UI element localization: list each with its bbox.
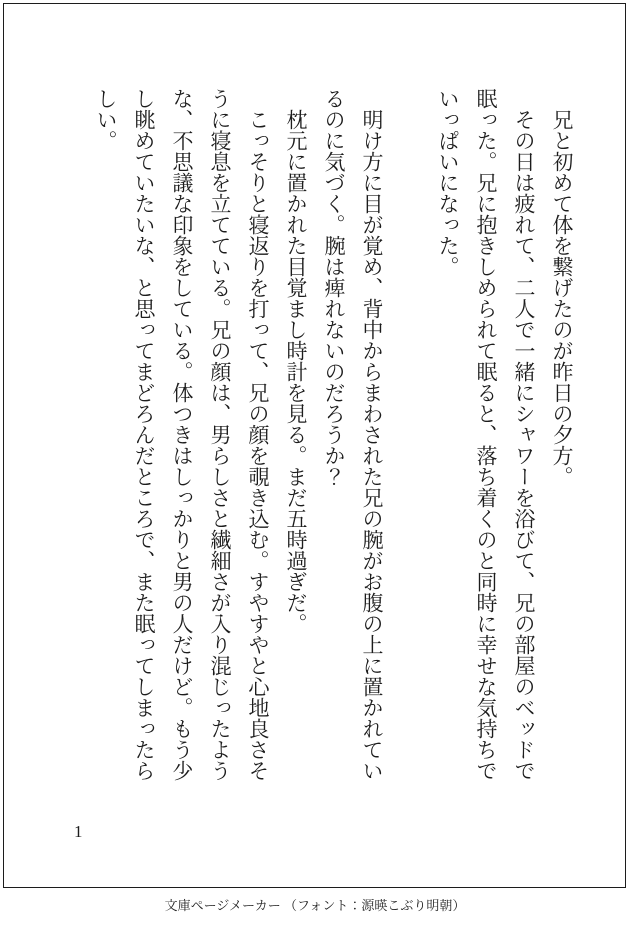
text-line: 明け方に目が覚め、背中からまわされた兄の腕がお腹の上に置かれてい — [360, 88, 384, 781]
text-line: その日は疲れて、二人で一緒にシャワーを浴びて、兄の部屋のベッドで — [512, 88, 536, 781]
text-line: 眠った。兄に抱きしめられて眠ると、落ち着くのと同時に幸せな気持ちで — [474, 88, 498, 781]
text-line: うに寝息を立てている。兄の顔は、男らしさと繊細さが入り混じったよう — [208, 88, 232, 781]
text-line: こっそりと寝返りを打って、兄の顔を覗き込む。すやすやと心地良さそ — [246, 88, 270, 781]
text-line: いっぱいになった。 — [436, 88, 460, 277]
text-line: 兄と初めて体を繋げたのが昨日の夕方。 — [550, 88, 574, 487]
page-frame — [3, 3, 626, 888]
page-number: 1 — [74, 822, 83, 841]
vertical-text-body — [87, 88, 581, 788]
blank-line — [391, 88, 429, 788]
text-line: 枕元に置かれた目覚まし時計を見る。まだ五時過ぎだ。 — [284, 88, 308, 634]
text-line: るのに気づく。腕は痺れないのだろうか？ — [322, 88, 346, 487]
footer-credit: 文庫ページメーカー （フォント：源暎こぶり明朝） — [164, 898, 466, 913]
text-line: しい。 — [94, 88, 118, 151]
text-line: な、不思議な印象をしている。体つきはしっかりと男の人だけど。もう少 — [170, 88, 194, 781]
text-line: し眺めていたいな、と思ってまどろんだところで、また眠ってしまったら — [132, 88, 156, 781]
